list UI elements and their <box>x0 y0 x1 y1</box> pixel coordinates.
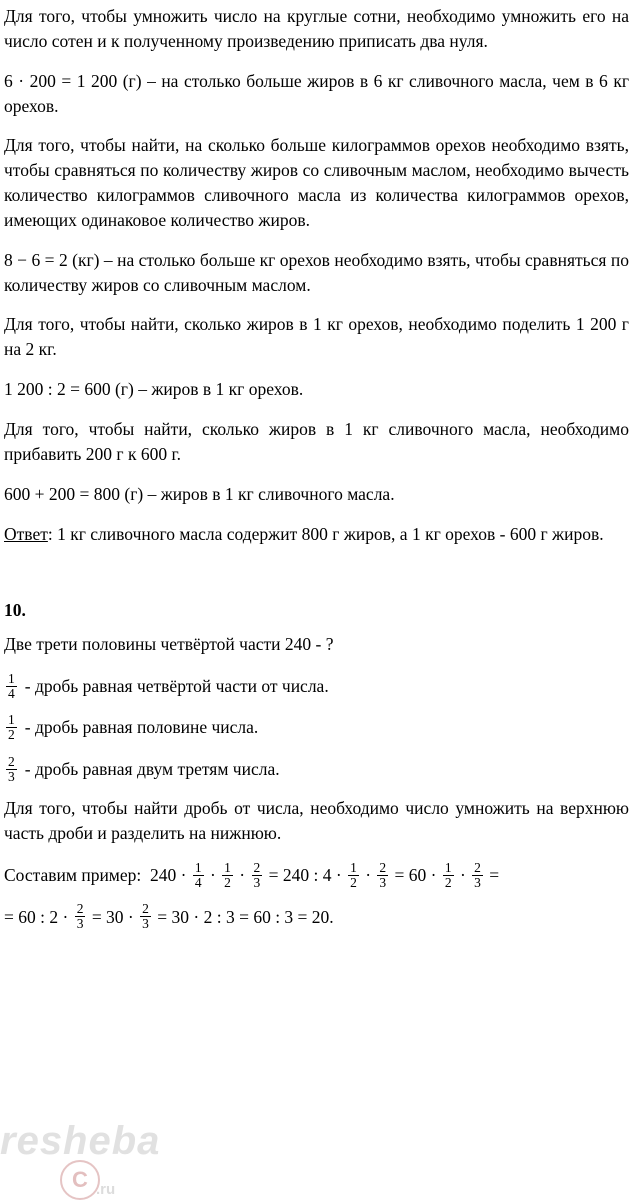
fraction-numerator: 1 <box>444 859 452 875</box>
fraction-denominator: 2 <box>350 874 357 890</box>
solution-step-1: = 30 · <box>87 906 139 927</box>
fraction-one-half <box>6 713 17 742</box>
paragraph-rule-multiply-hundreds: Для того, чтобы умножить число на круглые сотни, необходимо умножить его на число сотен и к полученному произведению приписать два нуля. <box>4 6 629 51</box>
fraction-denominator: 3 <box>142 916 149 932</box>
watermark-copyright-badge: C <box>60 1160 100 1200</box>
paragraph-rule-add: Для того, чтобы найти, сколько жиров в 1 кг сливочного масла, необходимо прибавить 200 г к 600 г. <box>4 418 629 464</box>
fraction-denominator: 2 <box>224 874 231 890</box>
fraction-numerator: 1 <box>8 712 15 728</box>
solution-operator-2: · <box>234 865 250 886</box>
fraction-one-half <box>222 861 233 890</box>
task-rule: Для того, чтобы найти дробь от числа, необходимо число умножить на верхнюю часть дроби и разделить на нижнюю. <box>4 797 629 843</box>
solution-suffix: = <box>484 865 500 886</box>
fraction-numerator: 2 <box>379 859 387 875</box>
paragraph-calc-8-minus-6: 8 − 6 = 2 (кг) – на столько больше кг орехов необходимо взять, чтобы сравняться по количеству жиров со сливочным маслом. <box>4 249 629 295</box>
fraction-numerator: 1 <box>8 670 15 686</box>
paragraph-calc-600-plus-200: 600 + 200 = 800 (г) – жиров в 1 кг сливочного масла. <box>4 483 395 504</box>
solution-prefix: = 60 : 2 · <box>4 906 73 927</box>
fraction-two-thirds <box>6 755 17 784</box>
fraction-denominator: 3 <box>474 874 481 890</box>
answer-paragraph <box>4 522 629 547</box>
fraction-denominator: 3 <box>76 916 84 932</box>
fraction-two-thirds <box>377 861 388 890</box>
fraction-denominator: 3 <box>379 874 387 890</box>
section-spacer <box>4 561 629 599</box>
solution-operator-1: · <box>205 865 221 886</box>
solution-operator-4: · <box>455 865 471 886</box>
fraction-two-thirds <box>140 902 151 931</box>
fraction-denominator: 3 <box>8 768 15 784</box>
fraction-two-thirds <box>75 902 86 931</box>
fraction-denominator: 3 <box>253 874 261 890</box>
fraction-label: - дробь равная четвёртой части от числа. <box>24 675 329 696</box>
solution-prefix: Составим пример: 240 · <box>4 865 191 886</box>
answer-text: : 1 кг сливочного масла содержит 800 г жиров, а 1 кг орехов - 600 г жиров. <box>47 523 604 544</box>
solution-line-2 <box>4 902 629 931</box>
task-number: 10. <box>4 600 26 621</box>
fraction-numerator: 1 <box>224 859 231 875</box>
fraction-numerator: 2 <box>142 901 149 916</box>
fraction-label: - дробь равная двум третям числа. <box>24 758 280 779</box>
watermark-site-name: resheba <box>0 1119 161 1163</box>
paragraph-calc-1200: 6 · 200 = 1 200 (г) – на столько больше жиров в 6 кг сливочного масла, чем в 6 кг орехов. <box>4 70 629 116</box>
fraction-denominator: 2 <box>8 727 15 743</box>
fraction-one-fourth <box>6 672 17 701</box>
fraction-two-thirds <box>472 861 483 890</box>
solution-step-2: = 60 · <box>390 865 441 886</box>
fraction-item-half <box>4 713 629 742</box>
solution-suffix: = 30 · 2 : 3 = 60 : 3 = 20. <box>152 906 334 927</box>
fraction-denominator: 2 <box>444 874 452 890</box>
paragraph-rule-subtract-kg: Для того, чтобы найти, на сколько больше килограммов орехов необходимо взять, чтобы сравняться по количеству жиров со сливочным маслом, необходимо вычесть количество килограммов сливочного масла из количества килограммов орехов, имеющих одинаковое количество жиров. <box>4 135 629 230</box>
fraction-two-thirds <box>252 861 263 890</box>
fraction-numerator: 2 <box>474 859 481 875</box>
paragraph-calc-1200-div-2: 1 200 : 2 = 600 (г) – жиров в 1 кг орехов. <box>4 379 304 400</box>
solution-line-1 <box>4 861 629 890</box>
fraction-denominator: 4 <box>8 686 15 702</box>
paragraph-rule-divide: Для того, чтобы найти, сколько жиров в 1 кг орехов, необходимо поделить 1 200 г на 2 кг. <box>4 314 629 360</box>
fraction-numerator: 1 <box>350 859 357 875</box>
fraction-numerator: 2 <box>76 901 84 916</box>
solution-operator-3: · <box>360 865 376 886</box>
solution-step-1: = 240 : 4 · <box>264 865 347 886</box>
fraction-item-two-thirds <box>4 755 629 784</box>
fraction-one-fourth <box>193 861 204 890</box>
fraction-label: - дробь равная половине числа. <box>24 717 259 738</box>
fraction-numerator: 2 <box>253 859 261 875</box>
task-question: Две трети половины четвёртой части 240 - ? <box>4 634 334 655</box>
watermark-domain: .ru <box>96 1181 116 1198</box>
fraction-item-quarter <box>4 672 629 701</box>
answer-label: Ответ <box>4 523 48 544</box>
fraction-one-half <box>348 861 359 890</box>
fraction-denominator: 4 <box>194 874 202 890</box>
fraction-numerator: 1 <box>194 859 202 875</box>
fraction-one-half <box>443 861 454 890</box>
fraction-numerator: 2 <box>8 753 15 769</box>
